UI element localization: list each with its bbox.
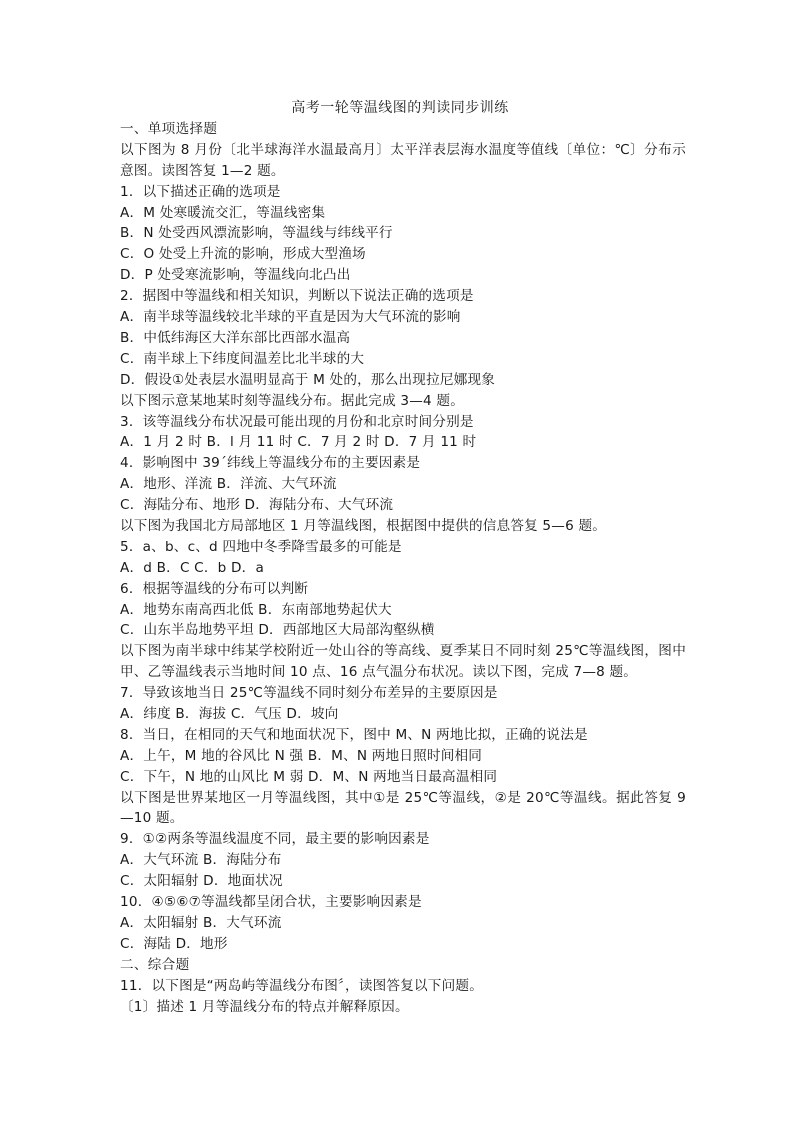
question-4-options-ab: A．地形、洋流 B．洋流、大气环流	[120, 476, 337, 493]
document-body	[120, 119, 686, 1017]
question-5: 5．a、b、c、d 四地中冬季降雪最多的可能是	[120, 538, 402, 555]
intro-paragraph-3: 以下图为我国北方局部地区 1 月等温线图，根据图中提供的信息答复 5—6 题。	[120, 517, 607, 534]
question-11-part-1: 〔1〕描述 1 月等温线分布的特点并解释原因。	[120, 998, 409, 1015]
question-1: 1．以下描述正确的选项是	[120, 183, 281, 200]
intro-paragraph-4: 以下图为南半球中纬某学校附近一处山谷的等高线、夏季某日不同时刻 25℃等温线图，图中甲、乙等温线表示当地时间 10 点、16 点气温分布状况。读以下图，完成 7—8 题。	[120, 643, 686, 681]
question-6-options-ab: A．地势东南高西北低 B．东南部地势起伏大	[120, 601, 392, 618]
question-2-option-b: B．中低纬海区大洋东部比西部水温高	[120, 329, 351, 346]
question-2-option-a: A．南半球等温线较北半球的平直是因为大气环流的影响	[120, 309, 461, 326]
question-7-options: A．纬度 B．海拔 C．气压 D．坡向	[120, 706, 339, 722]
question-10-options-ab: A．太阳辐射 B．大气环流	[120, 914, 282, 931]
question-10: 10．④⑤⑥⑦等温线都呈闭合状，主要影响因素是	[120, 894, 422, 911]
question-6-options-cd: C．山东半岛地势平坦 D．西部地区大局部沟壑纵横	[120, 622, 435, 639]
intro-paragraph-2: 以下图示意某地某时刻等温线分布。据此完成 3—4 题。	[120, 392, 464, 409]
question-7: 7．导致该地当日 25℃等温线不同时刻分布差异的主要原因是	[120, 685, 498, 702]
question-1-option-a: A．M 处寒暖流交汇，等温线密集	[120, 204, 326, 221]
document-title: 高考一轮等温线图的判读同步训练	[291, 100, 509, 116]
question-9-options-ab: A．大气环流 B．海陆分布	[120, 852, 282, 869]
question-2: 2．据图中等温线和相关知识，判断以下说法正确的选项是	[120, 288, 474, 305]
question-2-option-c: C．南半球上下纬度间温差比北半球的大	[120, 350, 365, 367]
section-heading-comprehensive: 二、综合题	[120, 956, 190, 973]
question-3: 3．该等温线分布状况最可能出现的月份和北京时间分别是	[120, 413, 474, 430]
question-8: 8．当日，在相同的天气和地面状况下，图中 M、N 两地比拟，正确的说法是	[120, 726, 588, 743]
question-10-options-cd: C．海陆 D．地形	[120, 935, 228, 952]
question-8-options-ab: A．上午，M 地的谷风比 N 强 B．M、N 两地日照时间相同	[120, 747, 483, 764]
question-3-options: A．1 月 2 时 B．l 月 11 时 C．7 月 2 时 D．7 月 11 时	[120, 434, 477, 451]
intro-paragraph-1: 以下图为 8 月份〔北半球海洋水温最高月〕太平洋表层海水温度等值线〔单位：℃〕分布示意图。读图答复 1—2 题。	[120, 141, 686, 179]
section-heading-single-choice: 一、单项选择题	[120, 121, 218, 137]
question-5-options: A．d B．C C．b D．a	[120, 559, 265, 576]
intro-paragraph-5: 以下图是世界某地区一月等温线图，其中①是 25℃等温线，②是 20℃等温线。据此答复 9—10 题。	[120, 789, 686, 827]
question-11: 11．以下图是“两岛屿等温线分布图〞，读图答复以下问题。	[120, 977, 483, 994]
question-9: 9．①②两条等温线温度不同，最主要的影响因素是	[120, 831, 430, 848]
question-1-option-b: B．N 处受西风漂流影响，等温线与纬线平行	[120, 225, 393, 242]
question-8-options-cd: C．下午，N 地的山风比 M 弱 D．M、N 两地当日最高温相同	[120, 768, 498, 785]
question-1-option-d: D．P 处受寒流影响，等温线向北凸出	[120, 267, 351, 284]
question-2-option-d: D．假设①处表层水温明显高于 M 处的，那么出现拉尼娜现象	[120, 371, 496, 388]
question-6: 6．根据等温线的分布可以判断	[120, 580, 309, 597]
question-4: 4．影响图中 39ˊ纬线上等温线分布的主要因素是	[120, 455, 421, 472]
question-9-options-cd: C．太阳辐射 D．地面状况	[120, 873, 283, 890]
question-1-option-c: C．O 处受上升流的影响，形成大型渔场	[120, 246, 366, 263]
question-4-options-cd: C．海陆分布、地形 D．海陆分布、大气环流	[120, 497, 394, 514]
